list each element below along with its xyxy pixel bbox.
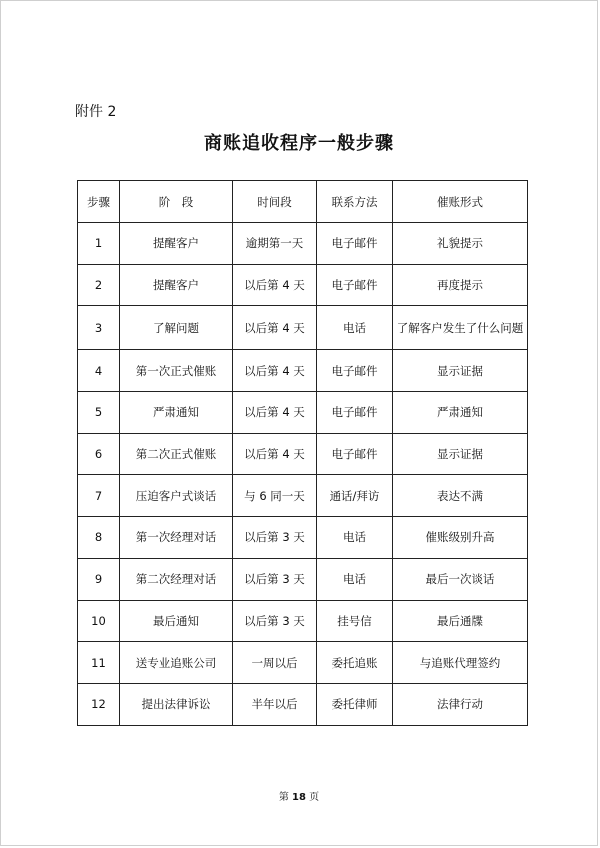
cell-step: 5 <box>78 392 120 434</box>
header-time-period: 时间段 <box>233 181 317 223</box>
cell-collection-form: 法律行动 <box>393 683 528 725</box>
cell-stage: 最后通知 <box>120 600 233 642</box>
table-row <box>78 306 528 350</box>
cell-time-period: 与 6 同一天 <box>233 475 317 517</box>
cell-contact-method: 电子邮件 <box>317 264 393 306</box>
cell-contact-method: 委托追账 <box>317 642 393 684</box>
cell-step: 11 <box>78 642 120 684</box>
cell-collection-form: 再度提示 <box>393 264 528 306</box>
attachment-label: 附件 2 <box>75 104 117 120</box>
cell-step: 4 <box>78 350 120 392</box>
cell-stage: 提出法律诉讼 <box>120 683 233 725</box>
table-header-row <box>78 181 528 223</box>
cell-contact-method: 挂号信 <box>317 600 393 642</box>
cell-time-period: 以后第 4 天 <box>233 392 317 434</box>
cell-stage: 严肃通知 <box>120 392 233 434</box>
footer-prefix: 第 <box>278 792 289 803</box>
cell-step: 8 <box>78 517 120 559</box>
cell-stage: 提醒客户 <box>120 223 233 265</box>
cell-collection-form: 催账级别升高 <box>393 517 528 559</box>
table-row <box>78 517 528 559</box>
cell-time-period: 以后第 4 天 <box>233 264 317 306</box>
cell-time-period: 半年以后 <box>233 683 317 725</box>
header-contact-method: 联系方法 <box>317 181 393 223</box>
cell-contact-method: 电话 <box>317 306 393 350</box>
cell-time-period: 一周以后 <box>233 642 317 684</box>
cell-step: 9 <box>78 558 120 600</box>
cell-stage: 压迫客户式谈话 <box>120 475 233 517</box>
cell-step: 2 <box>78 264 120 306</box>
cell-contact-method: 电话 <box>317 558 393 600</box>
cell-step: 1 <box>78 223 120 265</box>
cell-contact-method: 电话 <box>317 517 393 559</box>
cell-time-period: 以后第 4 天 <box>233 433 317 475</box>
cell-collection-form: 了解客户发生了什么问题 <box>393 306 528 350</box>
cell-stage: 第二次经理对话 <box>120 558 233 600</box>
page-number: 18 <box>292 792 306 803</box>
table-row <box>78 642 528 684</box>
table-row <box>78 558 528 600</box>
cell-collection-form: 礼貌提示 <box>393 223 528 265</box>
cell-collection-form: 最后一次谈话 <box>393 558 528 600</box>
table-row <box>78 264 528 306</box>
cell-collection-form: 表达不满 <box>393 475 528 517</box>
cell-collection-form: 严肃通知 <box>393 392 528 434</box>
cell-time-period: 以后第 3 天 <box>233 517 317 559</box>
table-row <box>78 433 528 475</box>
cell-stage: 提醒客户 <box>120 264 233 306</box>
cell-collection-form: 最后通牒 <box>393 600 528 642</box>
cell-step: 6 <box>78 433 120 475</box>
cell-contact-method: 通话/拜访 <box>317 475 393 517</box>
cell-contact-method: 委托律师 <box>317 683 393 725</box>
cell-step: 3 <box>78 306 120 350</box>
cell-time-period: 以后第 3 天 <box>233 558 317 600</box>
cell-step: 10 <box>78 600 120 642</box>
cell-stage: 第二次正式催账 <box>120 433 233 475</box>
cell-time-period: 以后第 3 天 <box>233 600 317 642</box>
table-row <box>78 683 528 725</box>
cell-contact-method: 电子邮件 <box>317 223 393 265</box>
cell-stage: 第一次正式催账 <box>120 350 233 392</box>
page-footer <box>1 788 597 803</box>
table-row <box>78 392 528 434</box>
cell-collection-form: 显示证据 <box>393 433 528 475</box>
header-stage: 阶 段 <box>120 181 233 223</box>
cell-stage: 送专业追账公司 <box>120 642 233 684</box>
table-row <box>78 600 528 642</box>
cell-time-period: 逾期第一天 <box>233 223 317 265</box>
table-row <box>78 475 528 517</box>
cell-time-period: 以后第 4 天 <box>233 306 317 350</box>
cell-collection-form: 显示证据 <box>393 350 528 392</box>
cell-collection-form: 与追账代理签约 <box>393 642 528 684</box>
cell-stage: 了解问题 <box>120 306 233 350</box>
cell-contact-method: 电子邮件 <box>317 433 393 475</box>
document-title: 商账追收程序一般步骤 <box>204 133 394 154</box>
header-step: 步骤 <box>78 181 120 223</box>
cell-contact-method: 电子邮件 <box>317 392 393 434</box>
footer-suffix: 页 <box>309 792 320 803</box>
cell-stage: 第一次经理对话 <box>120 517 233 559</box>
cell-step: 7 <box>78 475 120 517</box>
header-collection-form: 催账形式 <box>393 181 528 223</box>
cell-step: 12 <box>78 683 120 725</box>
table-row <box>78 223 528 265</box>
cell-contact-method: 电子邮件 <box>317 350 393 392</box>
steps-table <box>77 180 528 726</box>
cell-time-period: 以后第 4 天 <box>233 350 317 392</box>
table-row <box>78 350 528 392</box>
